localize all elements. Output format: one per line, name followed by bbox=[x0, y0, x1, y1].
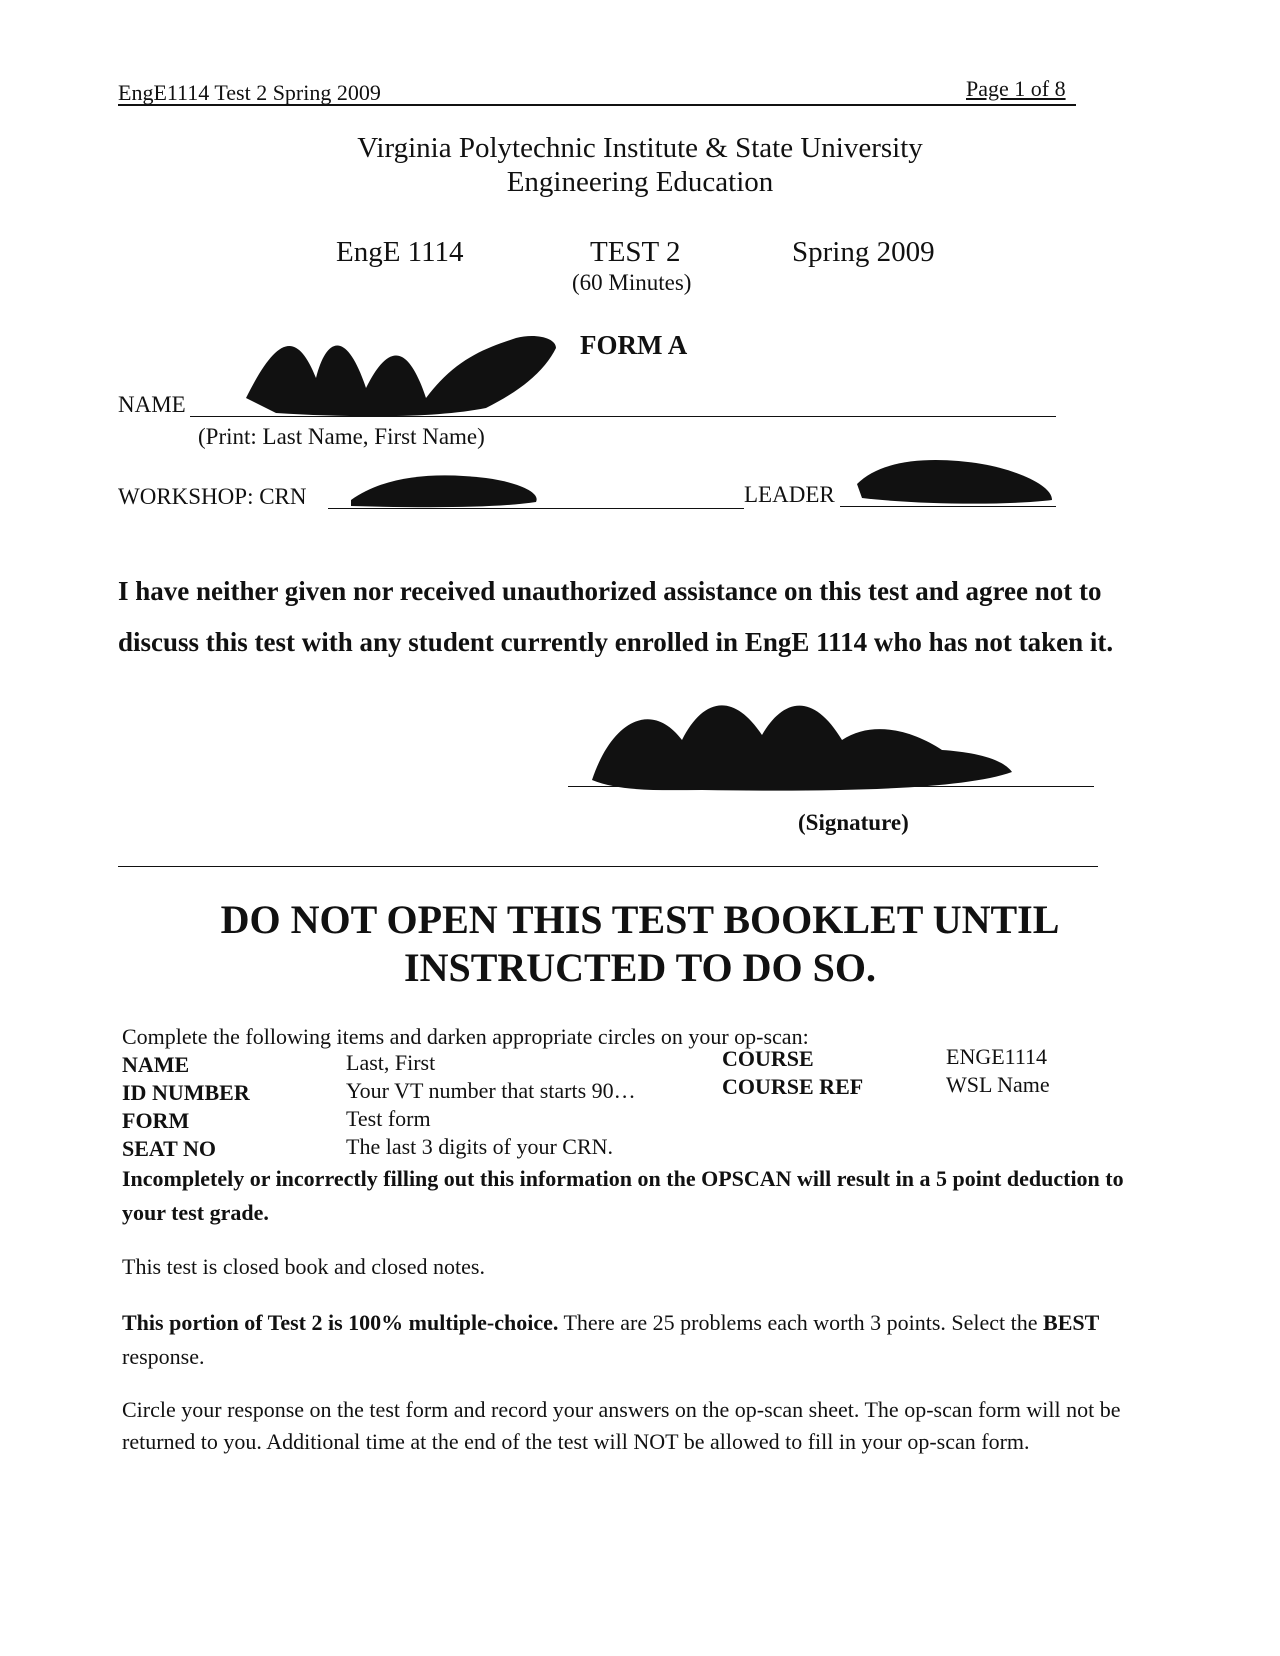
opscan-value-course: ENGE1114 bbox=[946, 1044, 1048, 1069]
opscan-value-form: Test form bbox=[346, 1106, 431, 1131]
name-redaction bbox=[236, 318, 576, 428]
course-code: EngE 1114 bbox=[336, 236, 464, 268]
crn-redaction bbox=[346, 470, 546, 510]
opscan-label-course: COURSE bbox=[722, 1046, 814, 1071]
test-name: TEST 2 bbox=[590, 236, 681, 268]
page-number: Page 1 of 8 bbox=[966, 76, 1066, 101]
closed-book-note: This test is closed book and closed notes. bbox=[122, 1254, 485, 1279]
honor-pledge: I have neither given nor received unauthorized assistance on this test and agree not to discuss this test with any student currently enrolled in EngE 1114 who has not taken it. bbox=[118, 576, 1114, 657]
signature-label: (Signature) bbox=[798, 810, 909, 835]
department-name: Engineering Education bbox=[506, 166, 774, 198]
mc-bold: This portion of Test 2 is 100% multiple-choice. bbox=[122, 1310, 559, 1335]
mc-best: BEST bbox=[1043, 1310, 1100, 1335]
circle-response-note: Circle your response on the test form and record your answers on the op-scan sheet. The op-scan form will not be returned to you. Additional time at the end of the test will NOT be allowed to fill in your op-scan form. bbox=[122, 1397, 1121, 1454]
header-rule bbox=[118, 104, 1076, 106]
name-label: NAME bbox=[118, 392, 186, 417]
opscan-label-course-ref: COURSE REF bbox=[722, 1074, 864, 1099]
test-duration: (60 Minutes) bbox=[572, 270, 692, 295]
form-label: FORM A bbox=[580, 330, 688, 360]
leader-label: LEADER bbox=[744, 482, 835, 507]
test-term: Spring 2009 bbox=[792, 236, 935, 268]
opscan-label-id: ID NUMBER bbox=[122, 1080, 250, 1105]
opscan-label-form: FORM bbox=[122, 1108, 190, 1133]
opscan-label-seat: SEAT NO bbox=[122, 1136, 216, 1161]
opscan-label-name: NAME bbox=[122, 1052, 190, 1077]
institution-name: Virginia Polytechnic Institute & State University bbox=[357, 132, 923, 164]
mc-end: response. bbox=[122, 1344, 205, 1369]
section-divider bbox=[118, 866, 1098, 867]
opscan-value-seat: The last 3 digits of your CRN. bbox=[346, 1134, 614, 1159]
signature-image bbox=[582, 680, 1022, 800]
opscan-value-id: Your VT number that starts 90… bbox=[346, 1078, 636, 1103]
opscan-value-name: Last, First bbox=[346, 1050, 436, 1075]
opscan-penalty: Incompletely or incorrectly filling out this information on the OPSCAN will result in a 5 point deduction to your test grade. bbox=[122, 1166, 1124, 1225]
opscan-value-course-ref: WSL Name bbox=[946, 1072, 1050, 1097]
opscan-intro: Complete the following items and darken appropriate circles on your op-scan: bbox=[122, 1024, 809, 1049]
header-left: EngE1114 Test 2 Spring 2009 bbox=[118, 80, 381, 105]
name-hint: (Print: Last Name, First Name) bbox=[198, 424, 485, 449]
leader-redaction bbox=[852, 454, 1062, 508]
warning-line-2: INSTRUCTED TO DO SO. bbox=[404, 945, 876, 990]
signature-line bbox=[568, 786, 1094, 787]
mc-rest: There are 25 problems each worth 3 points. Select the bbox=[563, 1310, 1038, 1335]
name-line bbox=[190, 416, 1056, 417]
warning-line-1: DO NOT OPEN THIS TEST BOOKLET UNTIL bbox=[220, 897, 1060, 942]
multiple-choice-note bbox=[122, 1306, 1162, 1374]
workshop-label: WORKSHOP: CRN bbox=[118, 484, 307, 509]
